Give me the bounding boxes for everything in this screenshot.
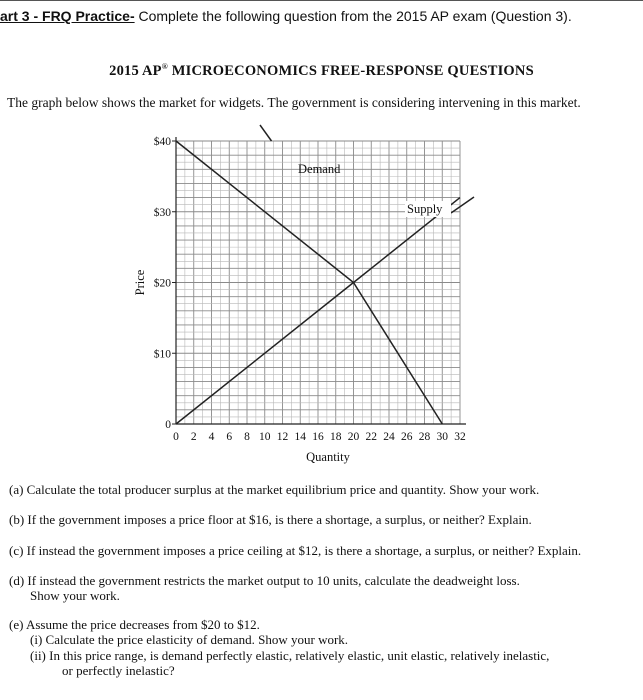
title-main: 2015 AP	[109, 63, 162, 79]
intro-text: The graph below shows the market for widgets. The government is considering intervening in this market.	[7, 95, 581, 110]
x-tick-label: 24	[383, 431, 395, 443]
curve-labels	[298, 162, 451, 217]
question-c: (c) If instead the government imposes a price ceiling at $12, is there a shortage, a surplus, or neither? Explain.	[9, 543, 582, 558]
question-e: (e) Assume the price decreases from $20 to $12.	[9, 617, 260, 632]
x-tick-label: 14	[294, 431, 306, 443]
x-tick-label: 2	[190, 431, 197, 443]
x-tick-label: 20	[347, 431, 360, 443]
supply-curve-extension	[451, 197, 474, 213]
y-tick-label: $30	[153, 206, 171, 219]
y-tick-label: 0	[165, 419, 171, 431]
x-tick-label: 32	[454, 431, 466, 443]
x-tick-label: 0	[173, 431, 179, 443]
y-tick-labels	[154, 135, 176, 431]
x-tick-label: 16	[312, 431, 324, 443]
x-axis-label: Quantity	[306, 450, 350, 464]
y-tick-label: $10	[153, 348, 171, 361]
y-axis-label: Price	[133, 269, 147, 296]
question-d: (d) If instead the government restricts the market output to 10 units, calculate the deadweight loss.	[9, 573, 520, 588]
part-label: art 3 - FRQ Practice-	[0, 8, 135, 24]
question-a: (a) Calculate the total producer surplus at the market equilibrium price and quantity. Show your work.	[9, 482, 540, 497]
question-d-continued: Show your work.	[30, 588, 120, 603]
question-e-ii: (ii) In this price range, is demand perfectly elastic, relatively elastic, unit elastic, relatively inelastic,	[30, 648, 550, 663]
x-tick-label: 26	[401, 431, 413, 443]
x-tick-label: 28	[418, 431, 431, 443]
title-rest: MICROECONOMICS FREE-RESPONSE QUESTIONS	[167, 63, 534, 79]
registered-mark: ®	[161, 62, 168, 71]
x-tick-label: 6	[226, 431, 233, 443]
demand-label: Demand	[298, 162, 341, 176]
question-b: (b) If the government imposes a price floor at $16, is there a shortage, a surplus, or neither? Explain.	[9, 512, 532, 527]
x-tick-label: 10	[259, 431, 271, 443]
x-tick-labels	[173, 431, 466, 443]
graph-grid	[176, 141, 460, 424]
x-tick-label: 18	[330, 431, 342, 443]
x-tick-label: 30	[436, 431, 448, 443]
y-tick-label: $20	[153, 277, 171, 290]
x-tick-label: 8	[244, 431, 250, 443]
question-e-ii-continued: or perfectly inelastic?	[62, 663, 175, 678]
y-tick-label: $40	[153, 136, 171, 148]
x-tick-label: 4	[208, 431, 215, 443]
question-e-i: (i) Calculate the price elasticity of demand. Show your work.	[30, 632, 349, 647]
graph-axes	[176, 137, 466, 424]
supply-label: Supply	[407, 202, 443, 216]
instructions: Complete the following question from the 2015 AP exam (Question 3).	[134, 8, 572, 24]
demand-curve-extension	[260, 125, 272, 141]
x-tick-label: 22	[365, 431, 377, 443]
x-tick-label: 12	[276, 431, 289, 443]
